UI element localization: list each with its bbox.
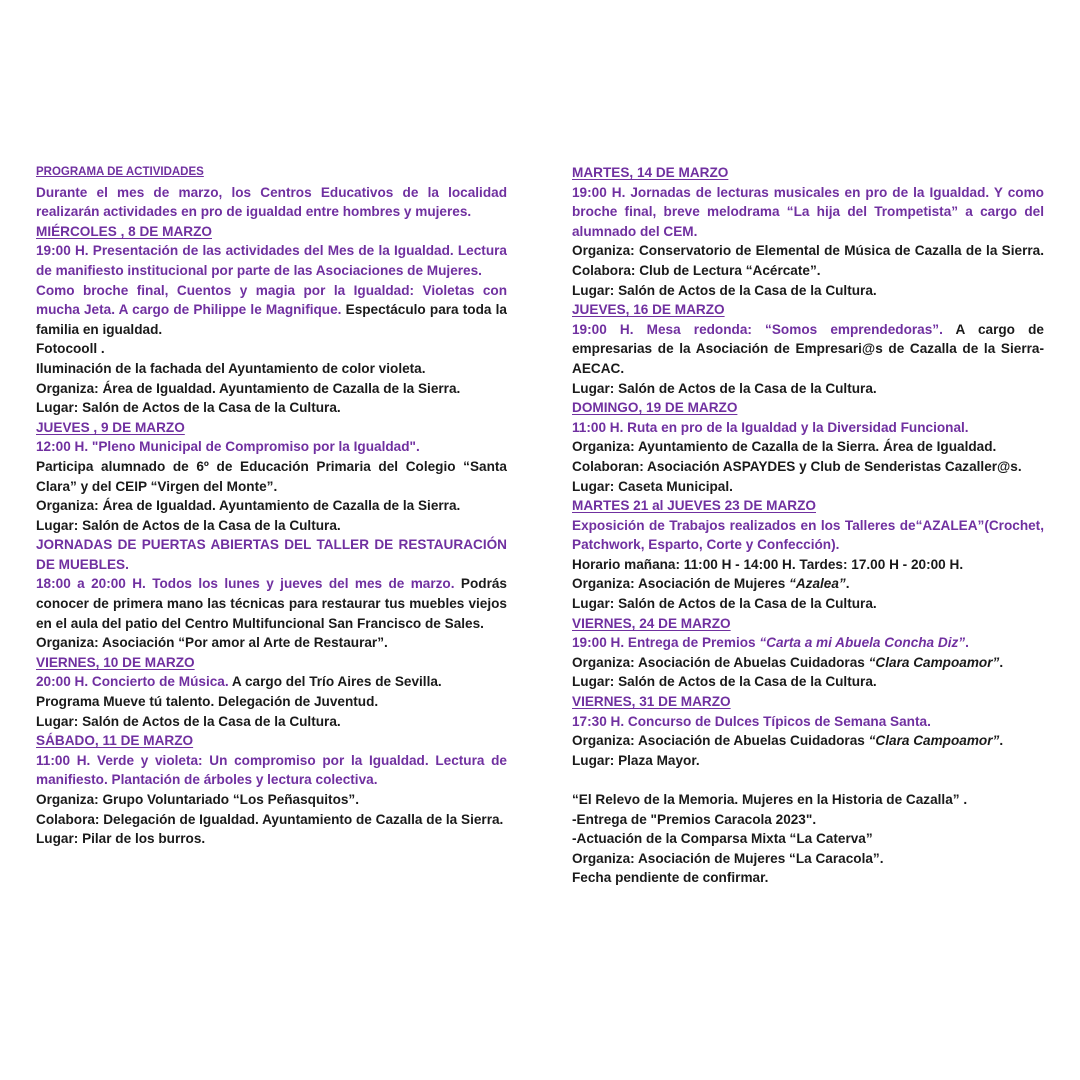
intro-text: Durante el mes de marzo, los Centros Educativos de la localidad realizarán actividades en pro de igualdad entre hombres y mujeres. — [36, 184, 507, 220]
organizer-text: Organiza: Área de Igualdad. Ayuntamiento de Cazalla de la Sierra. — [36, 380, 461, 396]
punctuation: . — [965, 635, 969, 651]
organizer-label: Organiza: Asociación de Abuelas Cuidadoras — [572, 733, 869, 749]
event-text — [36, 574, 507, 633]
event-detail: Podrás conocer de primera mano las técnicas para restaurar tus muebles viejos en el aula del patio del Centro Multifuncional San Francisco de Sales. — [36, 576, 507, 631]
organizer-text: Organiza: Ayuntamiento de Cazalla de la Sierra. Área de Igualdad. — [572, 439, 997, 455]
date-heading-8-marzo: MIÉRCOLES , 8 DE MARZO — [36, 223, 212, 239]
organizer-text: Organiza: Conservatorio de Elemental de Música de Cazalla de la Sierra. Colabora: Club de Lectura “Acércate”. — [572, 243, 1044, 278]
event-text — [572, 320, 1044, 379]
location-text: Lugar: Caseta Municipal. — [572, 478, 733, 494]
punctuation: . — [999, 733, 1004, 749]
event-highlight: Como broche final, Cuentos y magia por la Igualdad: Violetas con mucha Jeta. A cargo de Philippe le Magnifique. — [36, 282, 507, 318]
punctuation: . — [999, 654, 1004, 670]
event-detail: A cargo de empresarias de la Asociación de Empresari@s de Cazalla de la Sierra-AECAC. — [572, 321, 1044, 376]
location-text: Lugar: Pilar de los burros. — [36, 831, 206, 847]
punctuation: . — [845, 576, 850, 592]
event-text — [572, 633, 1044, 653]
event-highlight: 18:00 a 20:00 H. Todos los lunes y jueves del mes de marzo. — [36, 576, 455, 592]
organizer-text — [572, 731, 1044, 751]
location-text: Lugar: Salón de Actos de la Casa de la Cultura. — [36, 517, 341, 533]
extra-event-item: -Entrega de "Premios Caracola 2023". — [572, 811, 817, 827]
event-text: Programa Mueve tú talento. Delegación de Juventud. — [36, 694, 379, 710]
organizer-text: Organiza: Grupo Voluntariado “Los Peñasquitos”. — [36, 792, 360, 807]
left-column — [36, 163, 507, 849]
date-heading-14-marzo: MARTES, 14 DE MARZO — [572, 165, 729, 180]
location-text: Lugar: Salón de Actos de la Casa de la Cultura. — [36, 400, 341, 416]
event-text — [36, 281, 507, 340]
date-heading-21-23-marzo: MARTES 21 al JUEVES 23 DE MARZO — [572, 498, 816, 514]
event-text — [36, 672, 507, 692]
date-heading-16-marzo: JUEVES, 16 DE MARZO — [572, 302, 725, 318]
event-highlight: 19:00 H. Entrega de Premios — [572, 635, 760, 651]
date-heading-10-marzo: VIERNES, 10 DE MARZO — [36, 654, 195, 670]
date-heading-24-marzo: VIERNES, 24 DE MARZO — [572, 615, 731, 631]
extra-event-item: -Actuación de la Comparsa Mixta “La Caterva” — [572, 831, 873, 847]
location-text: Lugar: Salón de Actos de la Casa de la Cultura. — [572, 674, 877, 690]
organizer-text: Organiza: Asociación “Por amor al Arte de Restaurar”. — [36, 635, 388, 651]
date-heading-9-marzo: JUEVES , 9 DE MARZO — [36, 419, 185, 435]
event-text: Participa alumnado de 6º de Educación Primaria del Colegio “Santa Clara” y del CEIP “Virgen del Monte”. — [36, 458, 507, 494]
location-text: Lugar: Plaza Mayor. — [572, 752, 700, 768]
date-heading-11-marzo: SÁBADO, 11 DE MARZO — [36, 733, 194, 749]
organizer-name: “Clara Campoamor” — [868, 654, 1000, 670]
date-heading-31-marzo: VIERNES, 31 DE MARZO — [572, 694, 731, 710]
event-text: 19:00 H. Presentación de las actividades del Mes de la Igualdad. Lectura de manifiesto institucional por parte de las Asociaciones de Mujeres. — [36, 243, 507, 278]
date-pending-text: Fecha pendiente de confirmar. — [572, 870, 769, 886]
event-text: 11:00 H. Verde y violeta: Un compromiso por la Igualdad. Lectura de manifiesto. Plantación de árboles y lectura colectiva. — [36, 752, 507, 788]
location-text: Lugar: Salón de Actos de la Casa de la Cultura. — [572, 380, 877, 396]
organizer-name: “Clara Campoamor” — [868, 733, 1000, 749]
event-text: 12:00 H. "Pleno Municipal de Compromiso por la Igualdad". — [36, 439, 420, 455]
date-heading-19-marzo: DOMINGO, 19 DE MARZO — [572, 400, 738, 416]
event-text: 19:00 H. Jornadas de lecturas musicales en pro de la Igualdad. Y como broche final, breve melodrama “La hija del Trompetista” a cargo del alumnado del CEM. — [572, 184, 1044, 239]
location-text: Lugar: Salón de Actos de la Casa de la Cultura. — [36, 713, 341, 729]
event-heading: JORNADAS DE PUERTAS ABIERTAS DEL TALLER DE RESTAURACIÓN DE MUEBLES. — [36, 537, 507, 572]
event-text: Iluminación de la fachada del Ayuntamiento de color violeta. — [36, 360, 426, 376]
organizer-name: “Azalea” — [789, 576, 846, 592]
extra-event-title: “El Relevo de la Memoria. Mujeres en la Historia de Cazalla” . — [572, 792, 968, 807]
location-text: Lugar: Salón de Actos de la Casa de la Cultura. — [572, 596, 877, 612]
organizer-text — [572, 574, 1044, 594]
right-column — [572, 163, 1044, 888]
organizer-text — [572, 653, 1044, 673]
award-name: “Carta a mi Abuela Concha Diz” — [759, 635, 966, 651]
event-text: 17:30 H. Concurso de Dulces Típicos de Semana Santa. — [572, 713, 931, 729]
event-detail: Espectáculo para toda la familia en igualdad. — [36, 302, 507, 337]
event-highlight: 19:00 H. Mesa redonda: “Somos emprendedoras”. — [572, 321, 943, 337]
event-detail: A cargo del Trío Aires de Sevilla. — [228, 674, 442, 690]
location-text: Lugar: Salón de Actos de la Casa de la Cultura. — [572, 282, 877, 298]
organizer-label: Organiza: Asociación de Abuelas Cuidadoras — [572, 654, 869, 670]
event-text: Fotocooll . — [36, 341, 105, 357]
event-text: 11:00 H. Ruta en pro de la Igualdad y la Diversidad Funcional. — [572, 419, 969, 435]
program-title: PROGRAMA DE ACTIVIDADES — [36, 166, 204, 178]
event-highlight: 20:00 H. Concierto de Música. — [36, 674, 229, 690]
organizer-text: Organiza: Asociación de Mujeres “La Caracola”. — [572, 850, 884, 866]
schedule-text: Horario mañana: 11:00 H - 14:00 H. Tardes: 17.00 H - 20:00 H. — [572, 556, 964, 572]
spacer — [572, 770, 1044, 790]
collaborator-text: Colabora: Delegación de Igualdad. Ayuntamiento de Cazalla de la Sierra. — [36, 811, 504, 827]
organizer-text: Organiza: Área de Igualdad. Ayuntamiento de Cazalla de la Sierra. — [36, 498, 461, 514]
collaborator-text: Colaboran: Asociación ASPAYDES y Club de Senderistas Cazaller@s. — [572, 458, 1022, 474]
organizer-label: Organiza: Asociación de Mujeres — [572, 576, 790, 592]
event-text: Exposición de Trabajos realizados en los Talleres de“AZALEA”(Crochet, Patchwork, Esparto, Corte y Confección). — [572, 517, 1044, 553]
